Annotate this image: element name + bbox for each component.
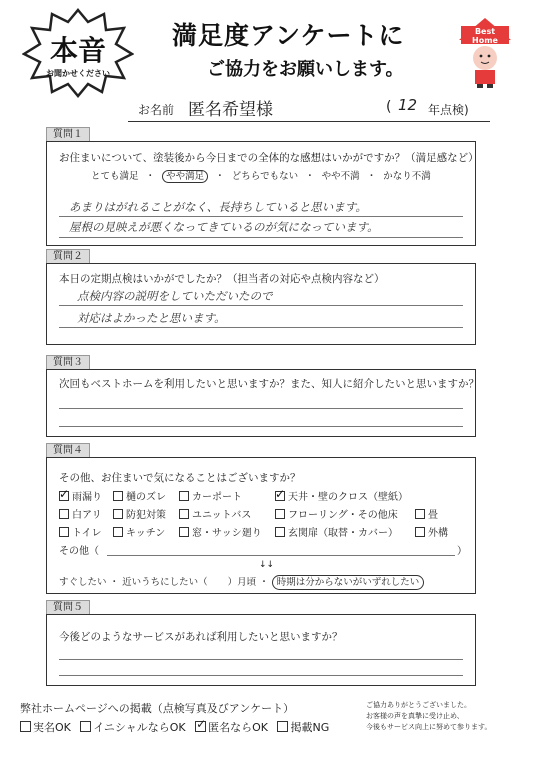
checkbox[interactable]	[179, 509, 189, 519]
q1-option-sep: ・	[305, 171, 315, 182]
logo-text-home: Home	[472, 36, 498, 45]
survey-title: 満足度アンケートに	[172, 21, 405, 50]
check-termite[interactable]	[59, 506, 102, 521]
check-label: 白アリ	[72, 510, 102, 521]
publish-anonymous: 匿名ならOK	[208, 721, 268, 734]
check-label: ユニットバス	[192, 510, 252, 521]
q5-question: 今後どのようなサービスがあれば利用したいと思いますか？	[59, 631, 343, 643]
checkbox[interactable]	[113, 509, 123, 519]
q1-label: 質問１	[46, 127, 90, 142]
years-value[interactable]: 12	[398, 96, 418, 114]
checkbox-checked[interactable]	[195, 721, 206, 732]
publish-initials: イニシャルならOK	[93, 721, 186, 734]
footer-title: 弊社ホームページへの掲載（点検写真及びアンケート）	[20, 702, 295, 715]
check-window-sash[interactable]	[179, 524, 262, 539]
urgency-sep: ・	[259, 577, 269, 588]
check-label: 窓・サッシ廻り	[192, 528, 262, 539]
urgency-someday[interactable]: 時期は分からないがいずれしたい	[272, 575, 425, 590]
urgency-soon[interactable]: 近いうちにしたい（	[122, 577, 208, 588]
check-gutter[interactable]	[113, 488, 166, 503]
q1-question: お住まいについて、塗装後から今日までの全体的な感想はいかがですか？（満足感など）	[59, 152, 479, 164]
check-label: キッチン	[126, 528, 166, 539]
thanks-message	[366, 700, 491, 733]
answer-rule	[59, 216, 463, 217]
checkbox[interactable]	[277, 721, 288, 732]
urgency-asap[interactable]: すぐしたい	[59, 577, 107, 588]
checkbox[interactable]	[113, 491, 123, 501]
thanks-line: 今後もサービス向上に努めて参ります。	[366, 723, 492, 731]
check-unit-bath[interactable]	[179, 506, 251, 521]
q1-answer-line-2[interactable]: 屋根の見映えが悪くなってきているのが気になっています。	[69, 220, 379, 234]
name-label: お名前	[138, 103, 175, 117]
check-label: 玄関扉（取替・カバー）	[288, 528, 398, 539]
q1-box	[46, 141, 479, 246]
check-label: トイレ	[72, 528, 102, 539]
q1-option-sep: ・	[366, 171, 377, 182]
urgency-sep: ・	[109, 577, 120, 588]
answer-rule	[59, 327, 463, 328]
q1-option-somewhat-satisfied[interactable]: やや満足	[162, 170, 208, 183]
q1-option-sep: ・	[145, 171, 156, 182]
urgency-options	[59, 574, 424, 588]
q1-option-neutral[interactable]: どちらでもない	[231, 171, 299, 182]
checkbox[interactable]	[275, 509, 285, 519]
honne-badge	[22, 8, 134, 98]
arrows-icon: ↓↓	[259, 560, 275, 570]
other-close: ）	[457, 546, 467, 557]
checkbox[interactable]	[179, 491, 189, 501]
q2-answer-line-1[interactable]: 点検内容の説明をしていただいたので	[77, 289, 273, 303]
checkbox[interactable]	[415, 527, 425, 537]
checkbox[interactable]	[80, 721, 91, 732]
other-label: その他（	[59, 546, 99, 557]
q2-box	[46, 263, 476, 345]
q5-label: 質問５	[46, 600, 90, 615]
q2-label: 質問２	[46, 249, 90, 264]
check-carport[interactable]	[179, 488, 242, 503]
footer-options	[20, 719, 329, 735]
q3-question: 次回もベストホームを利用したいと思いますか？また、知人に紹介したいと思いますか？	[59, 378, 479, 390]
check-label: 雨漏り	[72, 492, 102, 503]
checkbox[interactable]	[179, 527, 189, 537]
check-label: 防犯対策	[126, 510, 166, 521]
badge-main-text: 本音	[49, 34, 107, 67]
q4-box	[46, 457, 476, 594]
q2-question: 本日の定期点検はいかがでしたか？（担当者の対応や点検内容など）	[59, 273, 385, 285]
q3-box	[46, 369, 479, 437]
answer-rule	[59, 305, 463, 306]
q1-options	[91, 168, 435, 182]
check-toilet[interactable]	[59, 524, 102, 539]
check-label: カーポート	[192, 492, 242, 503]
logo-text-best: Best	[474, 27, 496, 36]
q3-label: 質問３	[46, 355, 90, 370]
name-value[interactable]: 匿名希望様	[188, 100, 273, 120]
check-label: 畳	[428, 510, 438, 521]
years-paren-open: (	[386, 99, 392, 115]
q5-box	[46, 614, 476, 686]
badge-sub-text: お聞かせください	[46, 69, 110, 78]
checkbox[interactable]	[415, 509, 425, 519]
q1-option-very-satisfied[interactable]: とても満足	[91, 171, 139, 182]
thanks-line: ご協力ありがとうございました。	[366, 701, 471, 709]
checkbox-checked[interactable]	[59, 491, 69, 501]
answer-rule	[59, 237, 463, 238]
check-entrance-door[interactable]	[275, 524, 398, 539]
check-exterior[interactable]	[415, 524, 448, 539]
q4-question: その他、お住まいで気になることはございますか？	[59, 472, 301, 484]
other-input-line[interactable]	[107, 555, 455, 556]
check-flooring[interactable]	[275, 506, 398, 521]
check-kitchen[interactable]	[113, 524, 165, 539]
checkbox[interactable]	[113, 527, 123, 537]
check-label: フローリング・その他床	[288, 510, 398, 521]
name-row	[128, 95, 490, 122]
best-home-logo	[455, 14, 515, 88]
years-label: 年点検)	[428, 103, 469, 117]
urgency-month: ）月頃	[227, 577, 257, 588]
q1-answer-line-1[interactable]: あまりはがれることがなく、長持ちしていると思います。	[69, 200, 367, 214]
checkbox[interactable]	[59, 509, 69, 519]
check-label: 外構	[428, 528, 448, 539]
check-wallpaper[interactable]	[275, 488, 408, 503]
check-label: 天井・壁のクロス（壁紙）	[288, 492, 408, 503]
answer-rule	[59, 659, 463, 660]
answer-rule	[59, 426, 463, 427]
answer-rule	[59, 675, 463, 676]
q1-option-very-dissatisfied[interactable]: かなり不満	[383, 171, 431, 182]
check-label: 樋のズレ	[126, 492, 166, 503]
checkbox[interactable]	[59, 527, 69, 537]
check-security[interactable]	[113, 506, 166, 521]
answer-rule	[59, 408, 463, 409]
checkbox[interactable]	[275, 527, 285, 537]
q2-answer-line-2[interactable]: 対応はよかったと思います。	[77, 311, 226, 325]
check-tatami[interactable]	[415, 506, 438, 521]
q4-label: 質問４	[46, 443, 90, 458]
survey-subtitle: ご協力をお願いします。	[207, 59, 404, 80]
q1-option-sep: ・	[215, 171, 225, 182]
checkbox-checked[interactable]	[275, 491, 285, 501]
thanks-line: お客様の声を真摯に受け止め、	[366, 712, 464, 720]
q1-option-somewhat-dissatisfied[interactable]: やや不満	[321, 171, 360, 182]
publish-real-name: 実名OK	[33, 721, 71, 734]
checkbox[interactable]	[20, 721, 31, 732]
check-rain-leak[interactable]	[59, 488, 102, 503]
publish-ng: 掲載NG	[290, 721, 330, 734]
